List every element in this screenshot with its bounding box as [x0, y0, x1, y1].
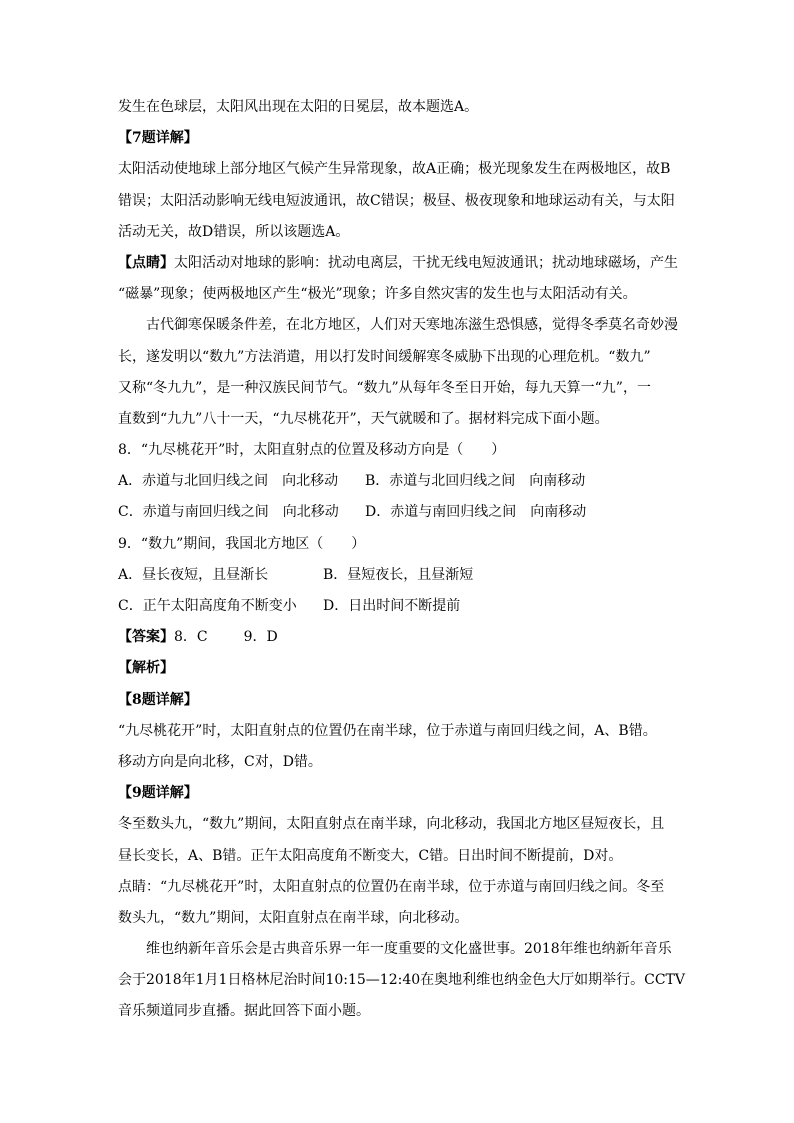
section-heading-q9-detail: 【9题详解】 [118, 785, 198, 802]
key-point-heading: 【点睛】 [118, 254, 174, 271]
question-9-stem: 9．“数九”期间，我国北方地区（ ） [118, 535, 366, 552]
section-heading-q8-detail: 【8题详解】 [118, 691, 198, 708]
text-line: 昼长变长，A、B错。正午太阳高度角不断变大，C错。日出时间不断提前，D对。 [118, 847, 623, 864]
text-line: 点睛：“九尽桃花开”时，太阳直射点的位置仍在南半球，位于赤道与南回归线之间。冬至 [118, 878, 665, 895]
answer-9: 9．D [243, 629, 278, 646]
option-a: A．赤道与北回归线之间 向北移动 [118, 473, 339, 490]
passage-line: 会于2018年1月1日格林尼治时间10:15—12:40在奥地利维也纳金色大厅如期举行。CCTV [118, 972, 686, 989]
text-line: 数头九，“数九”期间，太阳直射点在南半球，向北移动。 [118, 909, 469, 926]
text-line: “磁暴”现象；使两极地区产生“极光”现象；许多自然灾害的发生也与太阳活动有关。 [118, 286, 637, 303]
passage-line: 音乐频道同步直播。据此回答下面小题。 [118, 1003, 370, 1020]
question-9-options-row-1 [118, 560, 678, 591]
analysis-heading: 【解析】 [118, 660, 174, 677]
text-line: 发生在色球层，太阳风出现在太阳的日冕层，故本题选A。 [118, 99, 479, 115]
question-8-options-row-1 [118, 466, 678, 497]
document-page [118, 92, 686, 1028]
option-b: B．昼短夜长，且昼渐短 [323, 566, 474, 583]
section-heading-q7-detail: 【7题详解】 [118, 130, 198, 147]
passage-line: 又称“冬九九”，是一种汉族民间节气。“数九”从每年冬至日开始，每九天算一“九”，一 [118, 379, 651, 396]
question-9-options-row-2 [118, 591, 678, 622]
key-point-text: 太阳活动对地球的影响：扰动电离层，干扰无线电短波通讯；扰动地球磁场，产生 [174, 254, 678, 271]
option-c: C．赤道与南回归线之间 向北移动 [118, 504, 339, 521]
answer-8: 8．C [174, 629, 208, 646]
answer-heading: 【答案】 [118, 629, 174, 646]
question-8-options-row-2 [118, 497, 678, 528]
text-line: 太阳活动使地球上部分地区气候产生异常现象，故A正确；极光现象发生在两极地区，故B [118, 161, 671, 178]
option-a: A．昼长夜短，且昼渐长 [118, 566, 269, 583]
passage-line: 维也纳新年音乐会是古典音乐界一年一度重要的文化盛世事。2018年维也纳新年音乐 [146, 941, 672, 958]
passage-line: 直数到“九九”八十一天，“九尽桃花开”，天气就暖和了。据材料完成下面小题。 [118, 410, 609, 427]
passage-line: 古代御寒保暖条件差，在北方地区，人们对天寒地冻滋生恐惧感，觉得冬季莫名奇妙漫 [146, 317, 678, 334]
passage-line: 长，遂发明以“数九”方法消遣，用以打发时间缓解寒冬威胁下出现的心理危机。“数九” [118, 348, 651, 365]
text-line: 冬至数头九，“数九”期间，太阳直射点在南半球，向北移动，我国北方地区昼短夜长，且 [118, 816, 665, 833]
option-d: D．赤道与南回归线之间 向南移动 [365, 504, 587, 521]
option-b: B．赤道与北回归线之间 向南移动 [365, 473, 586, 490]
text-line: 移动方向是向北移，C对，D错。 [118, 753, 322, 770]
text-line: 活动无关，故D错误，所以该题选A。 [118, 223, 350, 240]
text-line: 错误；太阳活动影响无线电短波通讯，故C错误；极昼、极夜现象和地球运动有关，与太阳 [118, 192, 675, 209]
key-point-line [118, 248, 678, 279]
question-8-stem: 8．“九尽桃花开”时，太阳直射点的位置及移动方向是（ ） [118, 442, 506, 459]
option-c: C．正午太阳高度角不断变小 [118, 598, 297, 614]
text-line: “九尽桃花开”时，太阳直射点的位置仍在南半球，位于赤道与南回归线之间，A、B错。 [118, 722, 657, 739]
answer-line [118, 622, 678, 653]
option-d: D．日出时间不断提前 [323, 598, 461, 614]
